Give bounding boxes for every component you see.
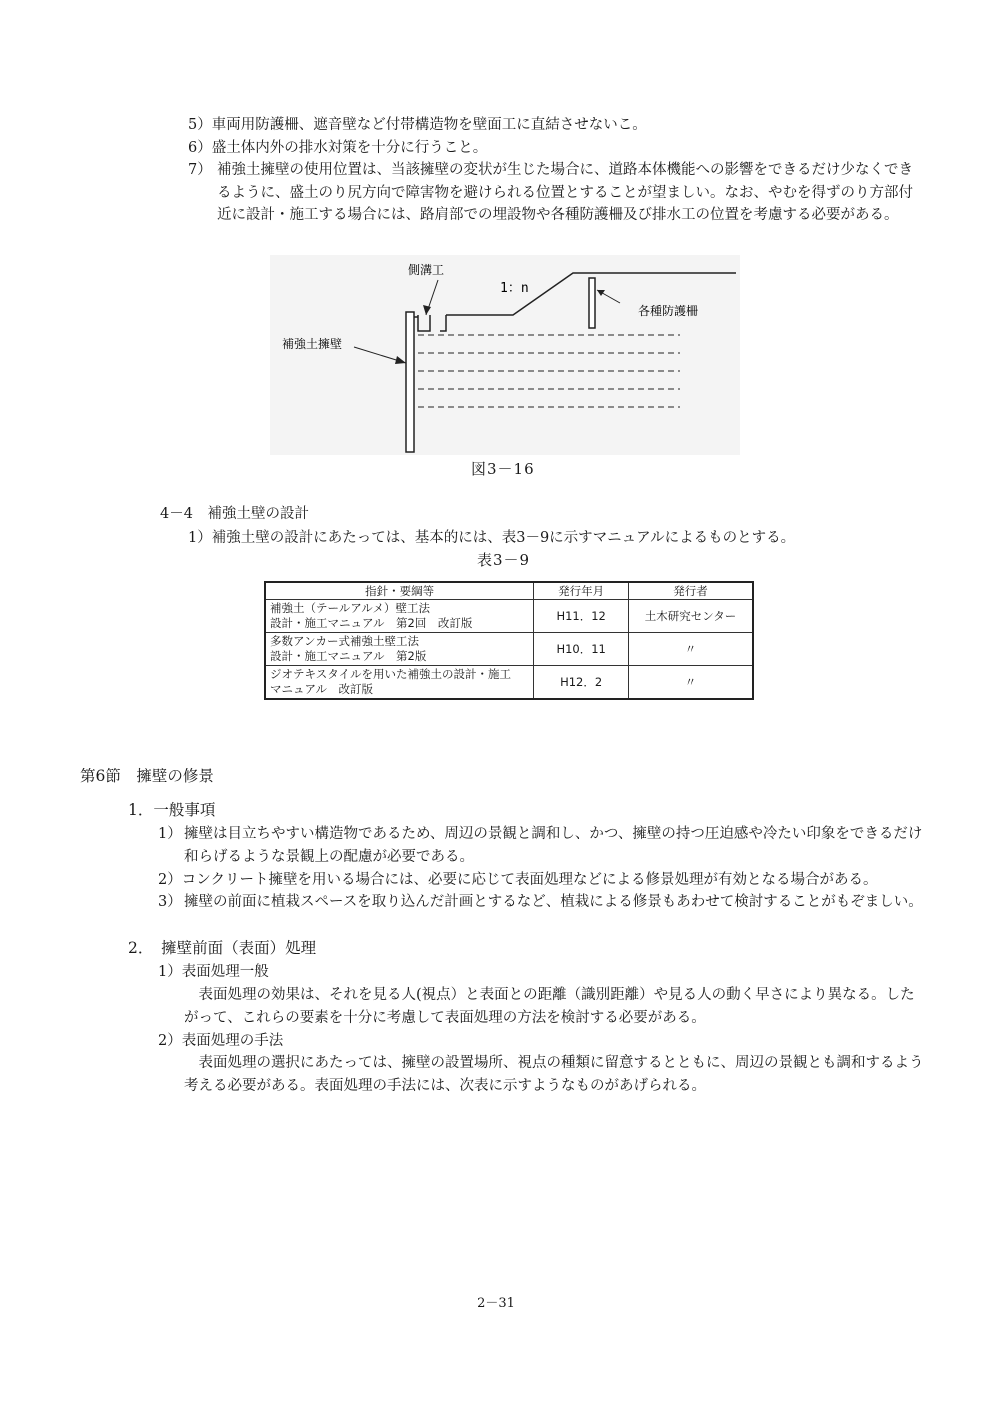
spec-table <box>264 581 754 700</box>
table-row <box>265 666 753 700</box>
item-text: コンクリート擁壁を用いる場合には、必要に応じて表面処理などによる修景処理が有効となる場合がある。 <box>181 872 878 888</box>
item-number: 1） <box>158 826 182 842</box>
cell-date: H12．2 <box>534 666 629 700</box>
cell-date: H10．11 <box>534 633 629 666</box>
cell-publisher: 土木研究センター <box>629 600 753 633</box>
cell-date: H11．12 <box>534 600 629 633</box>
section-4-4-item-1: 1）補強土壁の設計にあたっては、基本的には、表3－9に示すマニュアルによるものとする。 <box>188 530 796 546</box>
subsection-1-title: 1．一般事項 <box>128 801 216 819</box>
cell-guideline: 補強土（テールアルメ）壁工法 設計・施工マニュアル 第2回 改訂版 <box>265 600 534 633</box>
figure-caption: 図3－16 <box>471 460 535 478</box>
surface-treatment-method-text <box>184 1052 926 1097</box>
note-7 <box>188 159 925 227</box>
note-text: 車両用防護柵、遮音壁など付帯構造物を壁面工に直結させないこ。 <box>211 117 647 133</box>
paragraph-text: 表面処理の効果は、それを見る人(視点）と表面との距離（識別距離）や見る人の動く早さにより異なる。したがって、これらの要素を十分に考慮して表面処理の方法を検討する必要がある。 <box>184 987 915 1026</box>
wall-facing <box>406 312 414 452</box>
surface-treatment-general-title: 1）表面処理一般 <box>158 964 269 980</box>
cell-publisher: 〃 <box>629 633 753 666</box>
surface-treatment-general-text <box>184 984 926 1029</box>
cell-publisher: 〃 <box>629 666 753 700</box>
section-6-title: 第6節 擁壁の修景 <box>80 767 214 785</box>
page-number: 2－31 <box>477 1296 515 1311</box>
item-number: 2） <box>158 872 182 888</box>
general-item-3 <box>158 891 926 914</box>
label-slope: 1：n <box>500 281 529 296</box>
note-text: 盛土体内外の排水対策を十分に行うこと。 <box>211 140 488 156</box>
header-guideline: 指針・要綱等 <box>265 582 534 600</box>
guardrail-post <box>589 278 595 328</box>
note-number: 7） <box>188 162 212 178</box>
note-6 <box>188 137 487 159</box>
header-date: 発行年月 <box>534 582 629 600</box>
cell-guideline: ジオテキスタイルを用いた補強土の設計・施工 マニュアル 改訂版 <box>265 666 534 700</box>
note-number: 5） <box>188 117 212 133</box>
table-header-row <box>265 582 753 600</box>
item-text: 擁壁の前面に植栽スペースを取り込んだ計画とするなど、植栽による修景もあわせて検討することがもぞましい。 <box>184 894 923 910</box>
label-wall: 補強土擁壁 <box>282 337 343 351</box>
general-item-1 <box>158 823 926 868</box>
subsection-2-title: 2． 擁壁前面（表面）処理 <box>128 939 317 957</box>
note-text: 補強土擁壁の使用位置は、当該擁壁の変状が生じた場合に、道路本体機能への影響をできるだけ少なくできるように、盛土のり尻方向で障害物を避けられる位置とすることが望ましい。なお、やむを得ずのり方部付近に設計・施工する場合には、路肩部での埋設物や各種防護柵及び排水工の位置を考慮する必要がある。 <box>217 162 913 223</box>
table-caption: 表3－9 <box>477 551 531 569</box>
paragraph-text: 表面処理の選択にあたっては、擁壁の設置場所、視点の種類に留意するとともに、周辺の景観とも調和するよう考える必要がある。表面処理の手法には、次表に示すようなものがあげられる。 <box>184 1055 924 1094</box>
table-row <box>265 600 753 633</box>
table-row <box>265 633 753 666</box>
item-text: 擁壁は目立ちやすい構造物であるため、周辺の景観と調和し、かつ、擁壁の持つ圧迫感や冷たい印象をできるだけ和らげるような景観上の配慮が必要である。 <box>184 826 923 865</box>
label-gutter: 側溝工 <box>408 263 445 277</box>
general-item-2 <box>158 869 877 891</box>
section-4-4-title: 4－4 補強土壁の設計 <box>160 506 309 522</box>
surface-treatment-method-title: 2）表面処理の手法 <box>158 1033 284 1049</box>
retaining-wall-diagram <box>270 255 740 455</box>
header-publisher: 発行者 <box>629 582 753 600</box>
note-number: 6） <box>188 140 212 156</box>
item-number: 3） <box>158 894 182 910</box>
label-guardrail: 各種防護柵 <box>638 304 699 318</box>
note-5 <box>188 114 647 136</box>
cell-guideline: 多数アンカー式補強土壁工法 設計・施工マニュアル 第2版 <box>265 633 534 666</box>
